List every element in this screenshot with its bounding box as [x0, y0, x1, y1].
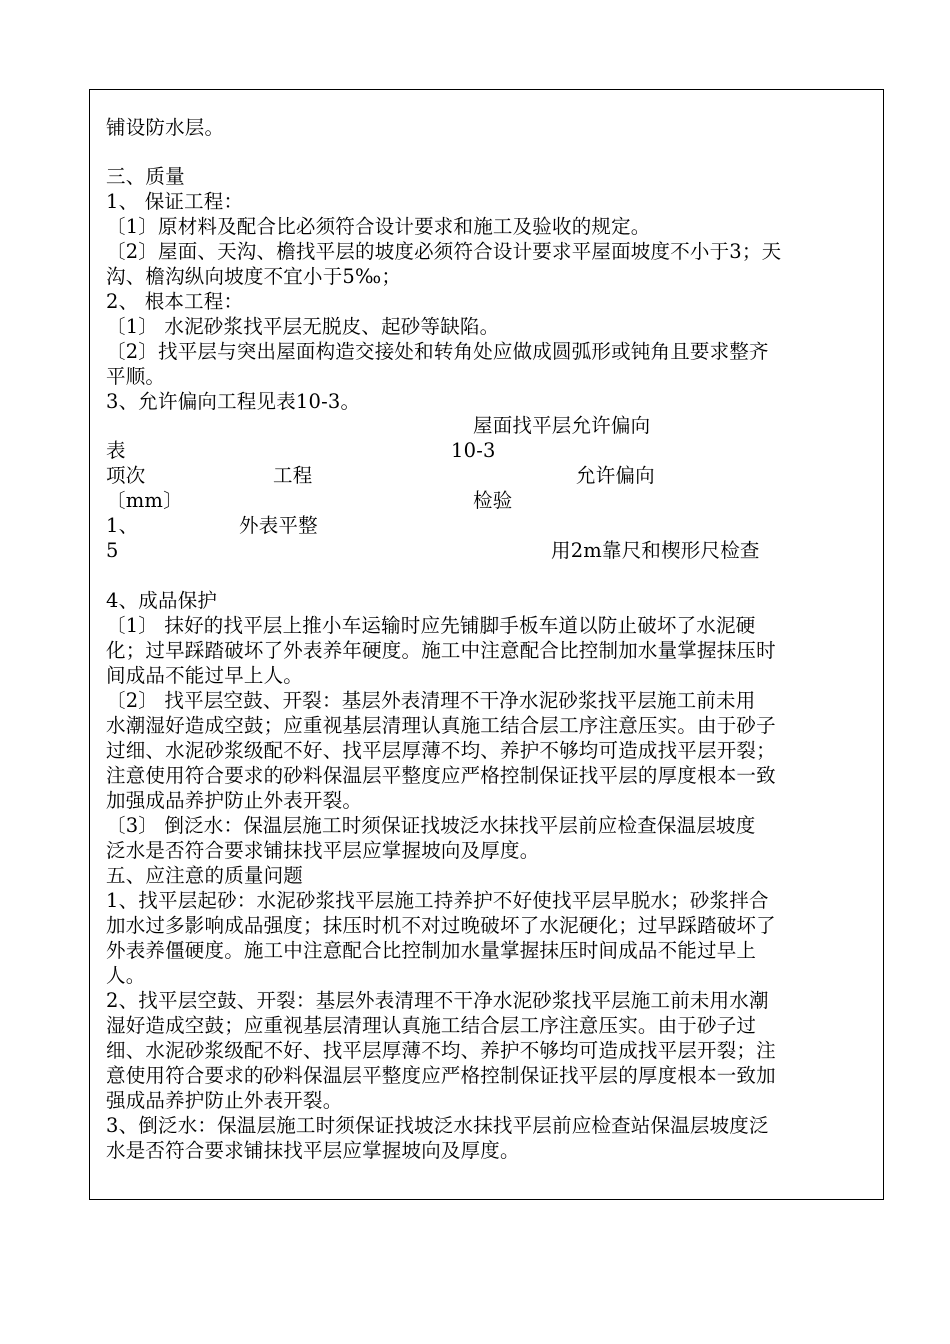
table-header-unit: 〔mm〕 — [106, 489, 183, 512]
text-line: 化；过早踩踏破坏了外表养年硬度。施工中注意配合比控制加水量掌握抹压时 — [106, 639, 776, 662]
text-line: 2、找平层空鼓、开裂：基层外表清理不干净水泥砂浆找平层施工前未用水潮 — [106, 989, 769, 1012]
section-heading-issues: 五、应注意的质量问题 — [106, 864, 304, 887]
text-line: 泛水是否符合要求铺抹找平层应掌握坡向及厚度。 — [106, 839, 540, 862]
table-title: 屋面找平层允许偏向 — [473, 414, 651, 437]
text-line: 加水过多影响成品强度；抹压时机不对过晚破坏了水泥硬化；过早踩踏破坏了 — [106, 914, 776, 937]
text-line: 过细、水泥砂浆级配不好、找平层厚薄不均、养护不够均可造成找平层开裂； — [106, 739, 776, 762]
section-heading-quality: 三、质量 — [106, 165, 185, 188]
text-line: 人。 — [106, 964, 146, 987]
text-line: 平顺。 — [106, 365, 166, 388]
text-line: 〔3〕 倒泛水：保温层施工时须保证找坡泛水抹找平层前应检查保温层坡度 — [106, 814, 756, 837]
table-cell-item: 1、 — [106, 514, 139, 537]
text-line: 意使用符合要求的砂料保温层平整度应严格控制保证找平层的厚度根本一致加 — [106, 1064, 776, 1087]
text-line: 2、 根本工程： — [106, 290, 244, 313]
table-header-item: 项次 — [106, 464, 146, 487]
table-label: 表 — [106, 439, 126, 462]
text-line: 铺设防水层。 — [106, 116, 225, 139]
text-line: 沟、檐沟纵向坡度不宜小于5‰； — [106, 265, 402, 288]
text-line: 强成品养护防止外表开裂。 — [106, 1089, 343, 1112]
text-line: 外表养僵硬度。施工中注意配合比控制加水量掌握抹压时间成品不能过早上 — [106, 939, 757, 962]
table-header-tolerance: 允许偏向 — [576, 464, 655, 487]
table-cell-inspection: 用2m靠尺和楔形尺检查 — [551, 539, 760, 562]
text-line: 〔1〕 抹好的找平层上推小车运输时应先铺脚手板车道以防止破坏了水泥硬 — [106, 614, 756, 637]
text-line: 〔1〕原材料及配合比必须符合设计要求和施工及验收的规定。 — [106, 215, 651, 238]
text-line: 〔2〕屋面、天沟、檐找平层的坡度必须符合设计要求平屋面坡度不小于3；天 — [106, 240, 782, 263]
text-line: 水潮湿好造成空鼓；应重视基层清理认真施工结合层工序注意压实。由于砂子 — [106, 714, 776, 737]
text-line: 〔1〕 水泥砂浆找平层无脱皮、起砂等缺陷。 — [106, 315, 500, 338]
text-line: 湿好造成空鼓；应重视基层清理认真施工结合层工序注意压实。由于砂子过 — [106, 1014, 757, 1037]
text-line: 水是否符合要求铺抹找平层应掌握坡向及厚度。 — [106, 1139, 520, 1162]
text-line: 〔2〕 找平层空鼓、开裂：基层外表清理不干净水泥砂浆找平层施工前未用 — [106, 689, 756, 712]
table-cell-tolerance: 5 — [106, 539, 119, 562]
table-cell-project: 外表平整 — [239, 514, 318, 537]
text-line: 〔2〕找平层与突出屋面构造交接处和转角处应做成圆弧形或钝角且要求整齐 — [106, 340, 769, 363]
table-header-inspection: 检验 — [473, 489, 513, 512]
table-header-project: 工程 — [273, 464, 313, 487]
text-line: 1、找平层起砂：水泥砂浆找平层施工持养护不好使找平层早脱水；砂浆拌合 — [106, 889, 769, 912]
text-line: 注意使用符合要求的砂料保温层平整度应严格控制保证找平层的厚度根本一致 — [106, 764, 776, 787]
section-heading-protection: 4、成品保护 — [106, 589, 218, 612]
table-number: 10-3 — [451, 439, 496, 462]
text-line: 间成品不能过早上人。 — [106, 664, 304, 687]
text-line: 1、 保证工程： — [106, 190, 244, 213]
text-line: 加强成品养护防止外表开裂。 — [106, 789, 363, 812]
text-line: 3、倒泛水：保温层施工时须保证找坡泛水抹找平层前应检查站保温层坡度泛 — [106, 1114, 769, 1137]
text-line: 3、允许偏向工程见表10-3。 — [106, 390, 361, 413]
text-line: 细、水泥砂浆级配不好、找平层厚薄不均、养护不够均可造成找平层开裂；注 — [106, 1039, 776, 1062]
